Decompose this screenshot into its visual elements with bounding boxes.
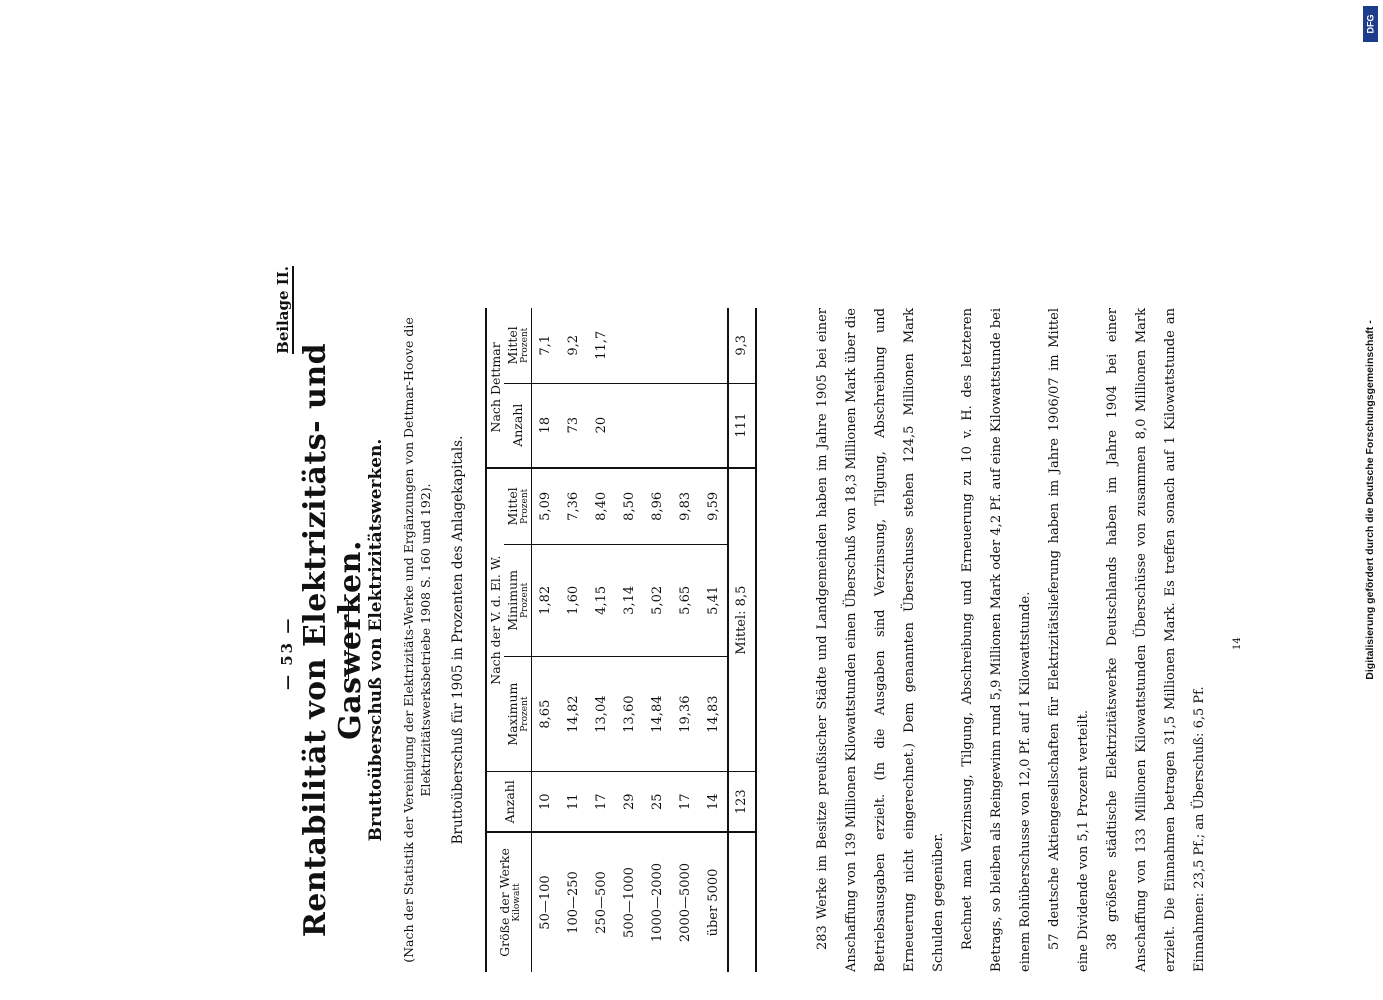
row-max: 13,04 — [588, 656, 616, 772]
row-max: 14,82 — [560, 656, 588, 772]
paragraph-1: 283 Werke im Besitze preußischer Städte und Landgemeinden haben im Jahre 1905 bei einer Anschaffung von 139 Millionen Kilowattstunden einen Überschuß von 18,3 Millionen Mark über die Betriebsausgaben erzielt. (In die Ausgaben sind Verzinsung, Tilgung, Abschreibung und Erneuerung nicht eingerechnet.) Dem genannten Überschusse stehen 124,5 Millionen Mark Schulden gegenüber. — [815, 308, 946, 972]
header-group-dettmar: Nach Dettmar — [486, 308, 504, 468]
appendix-label: Beilage II. — [274, 266, 292, 354]
row-min: 3,14 — [616, 544, 644, 656]
row-size: 1000—2000 — [650, 862, 665, 943]
total-mean2: 9,3 — [728, 308, 756, 383]
row-min: 1,60 — [560, 544, 588, 656]
row-count: 10 — [532, 772, 560, 832]
row-mean2: 7,1 — [532, 308, 560, 383]
row-mean: 7,36 — [560, 468, 588, 545]
row-count2 — [616, 383, 644, 468]
source-note: (Nach der Statistik der Vereinigung der Elektrizitäts-Werke und Ergänzungen von Dettmar-Hoove die Elektrizitätswerksbetriebe 1908 S. 160 und 192). — [401, 317, 433, 963]
page-number: — 53 — — [278, 616, 296, 690]
row-size: über 5000 — [705, 868, 721, 937]
table-row — [644, 308, 672, 972]
row-mean2 — [616, 308, 644, 383]
table-row — [616, 308, 644, 972]
header-size: Größe der Werke Kilowatt — [486, 832, 532, 972]
row-count2: 18 — [532, 383, 560, 468]
row-count2 — [672, 383, 700, 468]
total-count: 123 — [728, 772, 756, 832]
row-count2 — [700, 383, 728, 468]
row-count2 — [644, 383, 672, 468]
row-max: 19,36 — [672, 656, 700, 772]
row-size: 2000—5000 — [678, 862, 693, 943]
row-count: 14 — [700, 772, 728, 832]
row-min: 5,02 — [644, 544, 672, 656]
total-label — [728, 832, 756, 972]
signature-mark: 14 — [1232, 637, 1243, 650]
row-mean2: 9,2 — [560, 308, 588, 383]
header-count2: Anzahl — [504, 383, 532, 468]
row-min: 5,65 — [672, 544, 700, 656]
row-mean2 — [672, 308, 700, 383]
row-mean: 8,96 — [644, 468, 672, 545]
row-mean: 9,59 — [700, 468, 728, 545]
row-size: 50—100 — [538, 875, 554, 930]
table-row — [532, 308, 560, 972]
dfg-notice: Digitalisierung gefördert durch die Deutsche Forschungsgemeinschaft - — [1364, 320, 1376, 680]
row-count: 17 — [588, 772, 616, 832]
row-mean: 5,09 — [532, 468, 560, 545]
paragraph-3: 57 deutsche Aktiengesellschaften für Elektrizitätslieferung haben im Jahre 1906/07 im Mittel eine Dividende von 5,1 Prozent verteilt. — [1047, 308, 1091, 972]
table-row — [700, 308, 728, 972]
row-max: 14,84 — [644, 656, 672, 772]
page-title: Rentabilität von Elektrizitäts- und Gaswerken. — [298, 342, 368, 938]
dfg-logo: DFG — [1363, 6, 1378, 42]
table-row — [672, 308, 700, 972]
table-row — [588, 308, 616, 972]
row-min: 4,15 — [588, 544, 616, 656]
row-min: 1,82 — [532, 544, 560, 656]
row-mean2 — [644, 308, 672, 383]
row-size: 500—1000 — [622, 867, 637, 938]
row-count: 29 — [616, 772, 644, 832]
row-max: 14,83 — [700, 656, 728, 772]
body-text — [808, 308, 1214, 972]
row-mean: 8,50 — [616, 468, 644, 545]
row-count2: 73 — [560, 383, 588, 468]
title-divider — [348, 600, 349, 680]
row-max: 8,65 — [532, 656, 560, 772]
surplus-table — [485, 308, 757, 972]
header-mean2: Mittel Prozent — [504, 308, 532, 383]
paragraph-2: Rechnet man Verzinsung, Tilgung, Abschreibung und Erneuerung zu 10 v. H. des letzteren Betrags, so bleiben als Reingewinn rund 5,9 Millionen Mark oder 4,2 Pf. auf eine Kilowattstunde bei einem Rohüberschusse von 12,0 Pf. auf 1 Kilowattstunde. — [960, 308, 1033, 972]
row-size: 250—500 — [594, 871, 609, 934]
total-count2: 111 — [728, 383, 756, 468]
row-max: 13,60 — [616, 656, 644, 772]
total-mean: Mittel: 8,5 — [728, 468, 756, 772]
row-min: 5,41 — [700, 544, 728, 656]
rotated-page-content — [274, 260, 1280, 1000]
row-mean2 — [700, 308, 728, 383]
row-count: 17 — [672, 772, 700, 832]
table-row — [560, 308, 588, 972]
header-group-vew: Nach der V. d. El. W. — [486, 468, 504, 772]
row-count2: 20 — [588, 383, 616, 468]
row-size: 100—250 — [566, 871, 581, 934]
section-heading: Bruttoüberschuß von Elektrizitätswerken. — [366, 438, 386, 842]
row-mean: 9,83 — [672, 468, 700, 545]
table-caption: Bruttoüberschuß für 1905 in Prozenten des Anlagekapitals. — [450, 435, 466, 845]
header-mean: Mittel Prozent — [504, 468, 532, 545]
header-min: Minimum Prozent — [504, 544, 532, 656]
header-count: Anzahl — [486, 772, 532, 832]
row-mean2: 11,7 — [588, 308, 616, 383]
row-count: 25 — [644, 772, 672, 832]
row-mean: 8,40 — [588, 468, 616, 545]
paragraph-4: 38 größere städtische Elektrizitätswerke Deutschlands haben im Jahre 1904 bei einer Anschaffung von 133 Millionen Kilowattstunden Überschüsse von zusammen 8,0 Millionen Mark erzielt. Die Einnahmen betragen 31,5 Millionen Mark. Es treffen sonach auf 1 Kilowattstunde an Einnahmen: 23,5 Pf.; an Überschuß: 6,5 Pf. — [1105, 308, 1207, 972]
row-count: 11 — [560, 772, 588, 832]
header-max: Maximum Prozent — [504, 656, 532, 772]
